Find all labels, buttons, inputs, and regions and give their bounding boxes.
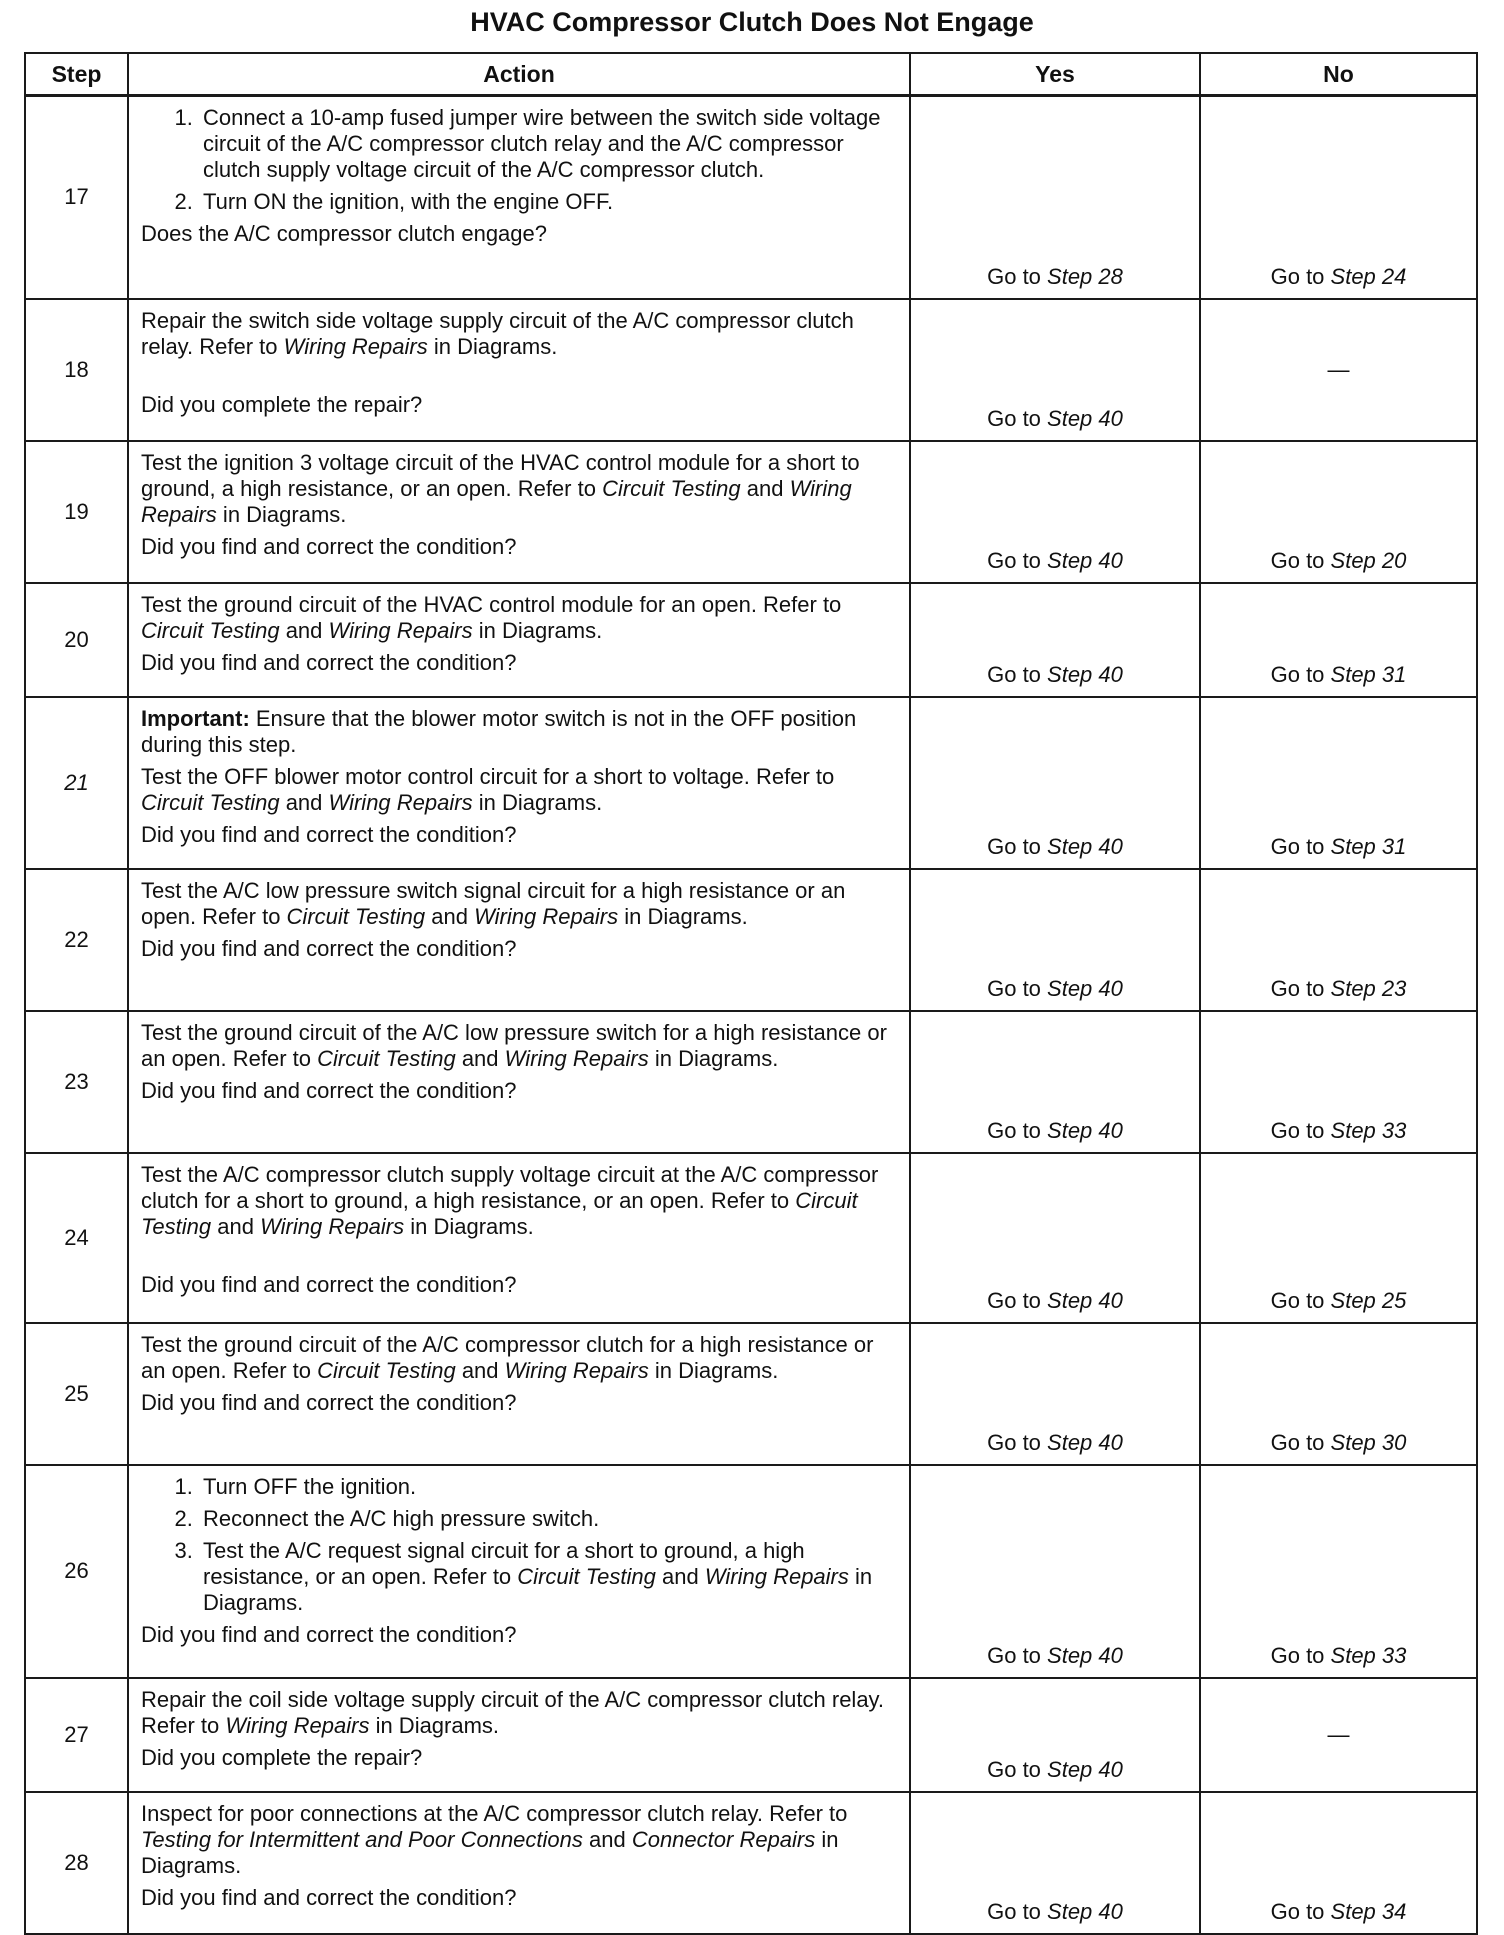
- reference-link: Wiring Repairs: [504, 1045, 649, 1071]
- action-question: Did you find and correct the condition?: [141, 1884, 517, 1910]
- action-text: [141, 1020, 899, 1072]
- step-number: 19: [25, 441, 128, 583]
- no-prefix: Go to: [1270, 661, 1331, 687]
- no-prefix: Go to: [1270, 547, 1331, 573]
- action-question: Did you find and correct the condition?: [141, 821, 517, 847]
- reference-link: Circuit Testing: [286, 903, 426, 929]
- reference-link: Circuit Testing: [141, 789, 280, 815]
- no-cell: [1200, 697, 1477, 869]
- column-header-step: Step: [25, 53, 128, 96]
- table-row: [25, 1792, 1477, 1934]
- action-cell: [128, 96, 910, 299]
- reference-link: Wiring Repairs: [225, 1712, 370, 1738]
- no-dash: —: [1327, 1722, 1350, 1747]
- action-question: Did you complete the repair?: [141, 1744, 423, 1770]
- yes-prefix: Go to: [987, 1898, 1048, 1924]
- no-prefix: Go to: [1270, 1429, 1331, 1455]
- yes-prefix: Go to: [987, 975, 1048, 1001]
- text-run: in Diagrams.: [472, 789, 603, 815]
- action-list: [141, 105, 899, 215]
- text-run: Test the A/C request signal circuit for a short to ground, a high resistance, or an open. Refer to: [203, 1537, 805, 1589]
- action-text: [141, 1162, 899, 1240]
- table-row: [25, 1465, 1477, 1678]
- table-row: [25, 1153, 1477, 1323]
- text-run: in Diagrams.: [427, 333, 558, 359]
- action-question: Did you find and correct the condition?: [141, 533, 517, 559]
- yes-cell: [910, 299, 1200, 441]
- step-number: 18: [25, 299, 128, 441]
- action-text: [141, 592, 899, 644]
- no-step-link[interactable]: Step 31: [1330, 661, 1407, 687]
- no-cell: [1200, 869, 1477, 1011]
- yes-cell: [910, 1323, 1200, 1465]
- text-run: in Diagrams.: [203, 1563, 873, 1615]
- no-cell: [1200, 1153, 1477, 1323]
- no-cell: [1200, 299, 1477, 441]
- yes-prefix: Go to: [987, 1429, 1048, 1455]
- yes-step-link[interactable]: Step 40: [1047, 1117, 1123, 1143]
- no-step-link[interactable]: Step 23: [1330, 975, 1407, 1001]
- reference-link: Circuit Testing: [317, 1045, 456, 1071]
- important-label: Important:: [141, 705, 250, 731]
- reference-link: Wiring Repairs: [260, 1213, 405, 1239]
- reference-link: Circuit Testing: [317, 1357, 456, 1383]
- text-run: in Diagrams.: [648, 1357, 779, 1383]
- yes-step-link[interactable]: Step 40: [1047, 833, 1123, 859]
- yes-cell: [910, 441, 1200, 583]
- reference-link: Wiring Repairs: [283, 333, 428, 359]
- yes-cell: [910, 1011, 1200, 1153]
- action-text: [141, 1332, 899, 1384]
- no-prefix: Go to: [1270, 1642, 1331, 1668]
- yes-cell: [910, 1465, 1200, 1678]
- yes-step-link[interactable]: Step 40: [1047, 661, 1123, 687]
- step-number: 20: [25, 583, 128, 697]
- action-question: Did you complete the repair?: [141, 391, 423, 417]
- text-run: Repair the switch side voltage supply circuit of the A/C compressor clutch relay. Refer to: [141, 307, 854, 359]
- step-number: 28: [25, 1792, 128, 1934]
- header-row: [25, 53, 1477, 96]
- text-run: in Diagrams.: [369, 1712, 500, 1738]
- step-number: 23: [25, 1011, 128, 1153]
- text-run: and: [425, 903, 475, 929]
- action-question: Did you find and correct the condition?: [141, 649, 517, 675]
- text-run: and: [279, 789, 329, 815]
- text-run: and: [582, 1826, 632, 1852]
- action-cell: [128, 583, 910, 697]
- yes-prefix: Go to: [987, 405, 1048, 431]
- no-prefix: Go to: [1270, 1287, 1331, 1313]
- no-prefix: Go to: [1270, 975, 1331, 1001]
- yes-cell: [910, 697, 1200, 869]
- column-header-action: Action: [128, 53, 910, 96]
- yes-step-link[interactable]: Step 28: [1047, 263, 1123, 289]
- text-run: Inspect for poor connections at the A/C compressor clutch relay. Refer to: [141, 1800, 848, 1826]
- yes-prefix: Go to: [987, 547, 1048, 573]
- reference-link: Circuit Testing: [517, 1563, 656, 1589]
- action-cell: [128, 1678, 910, 1792]
- text-run: Test the ignition 3 voltage circuit of the HVAC control module for a short to ground, a high resistance, or an open. Refer to: [141, 449, 860, 501]
- important-text: Ensure that the blower motor switch is not in the OFF position during this step.: [141, 705, 857, 757]
- no-cell: [1200, 1678, 1477, 1792]
- yes-step-link[interactable]: Step 40: [1047, 1756, 1123, 1782]
- no-step-link[interactable]: Step 24: [1330, 263, 1407, 289]
- action-question: Did you find and correct the condition?: [141, 1621, 517, 1647]
- important-note: [141, 706, 899, 758]
- yes-cell: [910, 96, 1200, 299]
- text-run: and: [455, 1045, 505, 1071]
- text-run: in Diagrams.: [472, 617, 603, 643]
- step-number: 25: [25, 1323, 128, 1465]
- reference-link: Wiring Repairs: [704, 1563, 849, 1589]
- list-item: 2. Reconnect the A/C high pressure switch.: [199, 1506, 899, 1532]
- text-run: Test the OFF blower motor control circuit for a short to voltage. Refer to: [141, 763, 835, 789]
- text-run: in Diagrams.: [618, 903, 748, 929]
- table-row: [25, 1678, 1477, 1792]
- action-cell: [128, 1011, 910, 1153]
- list-item: 2. Turn ON the ignition, with the engine OFF.: [199, 189, 899, 215]
- text-run: Test the ground circuit of the HVAC control module for an open. Refer to: [141, 591, 842, 617]
- reference-link: Wiring Repairs: [141, 475, 852, 527]
- action-cell: [128, 1153, 910, 1323]
- text-run: Repair the coil side voltage supply circuit of the A/C compressor clutch relay. Refer to: [141, 1686, 885, 1738]
- action-list: [141, 1474, 899, 1616]
- no-step-link[interactable]: Step 33: [1330, 1117, 1407, 1143]
- no-cell: [1200, 441, 1477, 583]
- table-row: [25, 1323, 1477, 1465]
- yes-prefix: Go to: [987, 1756, 1048, 1782]
- no-cell: [1200, 1011, 1477, 1153]
- yes-prefix: Go to: [987, 1642, 1048, 1668]
- yes-step-link[interactable]: Step 40: [1047, 1642, 1123, 1668]
- yes-prefix: Go to: [987, 263, 1048, 289]
- yes-prefix: Go to: [987, 833, 1048, 859]
- yes-cell: [910, 1678, 1200, 1792]
- text-run: in Diagrams.: [648, 1045, 779, 1071]
- action-text: [141, 878, 899, 930]
- table-row: [25, 441, 1477, 583]
- no-prefix: Go to: [1270, 263, 1331, 289]
- action-question: Does the A/C compressor clutch engage?: [141, 221, 548, 246]
- table-row: [25, 1011, 1477, 1153]
- yes-step-link[interactable]: Step 40: [1047, 1429, 1123, 1455]
- text-run: in Diagrams.: [216, 501, 347, 527]
- step-number: 24: [25, 1153, 128, 1323]
- yes-step-link[interactable]: Step 40: [1047, 405, 1123, 431]
- yes-prefix: Go to: [987, 1117, 1048, 1143]
- action-cell: [128, 869, 910, 1011]
- action-cell: [128, 1792, 910, 1934]
- list-item: [199, 1538, 899, 1616]
- action-question: Did you find and correct the condition?: [141, 1271, 517, 1297]
- yes-prefix: Go to: [987, 1287, 1048, 1313]
- no-cell: [1200, 583, 1477, 697]
- action-question: Did you find and correct the condition?: [141, 935, 517, 961]
- action-text: [141, 450, 899, 528]
- step-number: 22: [25, 869, 128, 1011]
- no-step-link[interactable]: Step 30: [1330, 1429, 1407, 1455]
- table-row: [25, 299, 1477, 441]
- no-step-link[interactable]: Step 25: [1330, 1287, 1407, 1313]
- yes-step-link[interactable]: Step 40: [1047, 1287, 1123, 1313]
- page-title: HVAC Compressor Clutch Does Not Engage: [470, 7, 1034, 37]
- step-number: 17: [25, 96, 128, 299]
- column-header-yes: Yes: [910, 53, 1200, 96]
- text-run: and: [279, 617, 329, 643]
- column-header-no: No: [1200, 53, 1477, 96]
- reference-link: Circuit Testing: [141, 1187, 858, 1239]
- text-run: Test the ground circuit of the A/C low pressure switch for a high resistance or an open. Refer to: [141, 1019, 887, 1071]
- text-run: Test the A/C compressor clutch supply voltage circuit at the A/C compressor clutch for a short to ground, a high resistance, or an open. Refer to: [141, 1161, 879, 1213]
- no-prefix: Go to: [1270, 1898, 1331, 1924]
- no-prefix: Go to: [1270, 833, 1331, 859]
- action-question: Did you find and correct the condition?: [141, 1389, 517, 1415]
- text-run: Test the ground circuit of the A/C compressor clutch for a high resistance or an open. Refer to: [141, 1331, 874, 1383]
- table-row: [25, 869, 1477, 1011]
- yes-cell: [910, 869, 1200, 1011]
- no-step-link[interactable]: Step 33: [1330, 1642, 1407, 1668]
- no-dash: —: [1327, 357, 1350, 382]
- no-cell: [1200, 96, 1477, 299]
- step-number: 26: [25, 1465, 128, 1678]
- text-run: and: [740, 475, 790, 501]
- table-row: [25, 697, 1477, 869]
- action-cell: [128, 1323, 910, 1465]
- reference-link: Wiring Repairs: [328, 789, 473, 815]
- diagnostic-table: [24, 52, 1478, 1935]
- reference-link: Connector Repairs: [631, 1826, 816, 1852]
- reference-link: Wiring Repairs: [504, 1357, 649, 1383]
- yes-step-link[interactable]: Step 40: [1047, 1898, 1123, 1924]
- yes-cell: [910, 583, 1200, 697]
- step-number: 27: [25, 1678, 128, 1792]
- reference-link: Wiring Repairs: [474, 903, 619, 929]
- yes-prefix: Go to: [987, 661, 1048, 687]
- text-run: and: [455, 1357, 505, 1383]
- list-item: 1. Connect a 10-amp fused jumper wire between the switch side voltage circuit of the A/C compressor clutch relay and the A/C compressor clutch supply voltage circuit of the A/C compressor clutch.: [199, 105, 899, 183]
- text-run: in Diagrams.: [404, 1213, 534, 1239]
- table-row: [25, 583, 1477, 697]
- no-cell: [1200, 1792, 1477, 1934]
- list-item: 1. Turn OFF the ignition.: [199, 1474, 899, 1500]
- yes-cell: [910, 1792, 1200, 1934]
- no-step-link[interactable]: Step 31: [1330, 833, 1407, 859]
- action-text: [141, 1687, 899, 1739]
- no-cell: [1200, 1323, 1477, 1465]
- reference-link: Circuit Testing: [602, 475, 741, 501]
- yes-step-link[interactable]: Step 40: [1047, 975, 1123, 1001]
- action-question: Did you find and correct the condition?: [141, 1077, 517, 1103]
- no-step-link[interactable]: Step 20: [1330, 547, 1407, 573]
- no-cell: [1200, 1465, 1477, 1678]
- action-cell: [128, 697, 910, 869]
- text-run: and: [211, 1213, 261, 1239]
- action-text: [141, 308, 899, 360]
- no-step-link[interactable]: Step 34: [1330, 1898, 1407, 1924]
- no-prefix: Go to: [1270, 1117, 1331, 1143]
- action-text: [141, 764, 899, 816]
- text-run: in Diagrams.: [141, 1826, 839, 1878]
- action-cell: [128, 441, 910, 583]
- table-row: [25, 96, 1477, 299]
- reference-link: Wiring Repairs: [328, 617, 473, 643]
- action-cell: [128, 1465, 910, 1678]
- action-cell: [128, 299, 910, 441]
- reference-link: Testing for Intermittent and Poor Connections: [141, 1826, 583, 1852]
- yes-step-link[interactable]: Step 40: [1047, 547, 1123, 573]
- text-run: Test the A/C low pressure switch signal circuit for a high resistance or an open. Refer to: [141, 877, 846, 929]
- action-text: [141, 1801, 899, 1879]
- reference-link: Circuit Testing: [141, 617, 280, 643]
- step-number: 21: [25, 697, 128, 869]
- text-run: and: [655, 1563, 705, 1589]
- yes-cell: [910, 1153, 1200, 1323]
